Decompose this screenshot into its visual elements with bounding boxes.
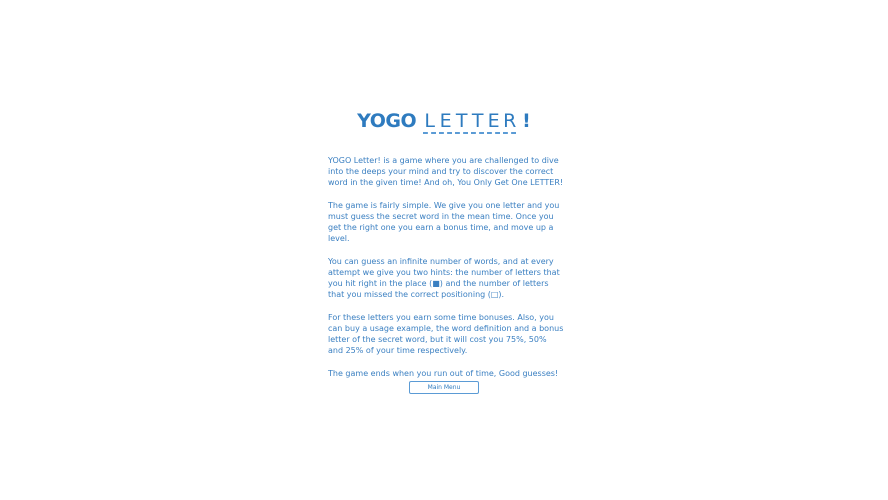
instructions-text (328, 155, 564, 390)
title-letter-e: E (439, 110, 452, 132)
hints-paragraph: You can guess an infinite number of words, and at every attempt we give you two hints: the number of letters that you hit right in the place (■) and the number of letters that you missed the correct positioning (□). (328, 256, 560, 300)
title-yogo: YOGO (357, 110, 417, 132)
title-letter-slots (423, 110, 519, 134)
title-letter-e-2: E (487, 110, 500, 132)
title-letter-r: R (503, 110, 517, 132)
title-exclamation: ! (522, 110, 531, 132)
title-letter-t: T (455, 110, 468, 132)
intro-paragraph: YOGO Letter! is a game where you are challenged to dive into the deeps your mind and try to discover the correct word in the given time! And oh, You Only Get One LETTER! (328, 156, 564, 188)
title-letter-l: L (424, 110, 435, 132)
game-title (0, 110, 888, 134)
bonuses-paragraph: For these letters you earn some time bonuses. Also, you can buy a usage example, the word definition and a bonus letter of the secret word, but it will cost you 75%, 50% and 25% of your time respectively. (328, 312, 564, 356)
ending-paragraph: The game ends when you run out of time, Good guesses! (328, 368, 559, 378)
rules-paragraph: The game is fairly simple. We give you one letter and you must guess the secret word in the mean time. Once you get the right one you earn a bonus time, and move up a level. (328, 200, 560, 244)
main-menu-button[interactable]: Main Menu (409, 381, 479, 394)
title-letter-t-2: T (471, 110, 484, 132)
